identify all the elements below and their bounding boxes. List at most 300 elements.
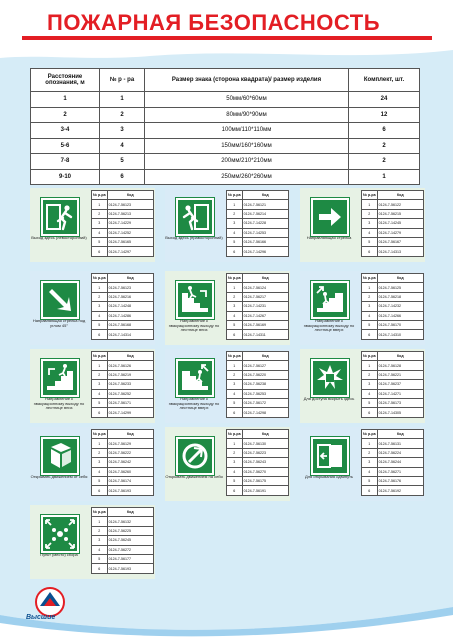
- code-table-header: [227, 191, 289, 200]
- code-size-cell: 6: [227, 408, 243, 417]
- code-value-cell: 0124-7-56130: [242, 439, 288, 448]
- code-value-cell: 0124-7-56173: [377, 398, 423, 407]
- code-size-cell: 3: [227, 302, 243, 311]
- size-table-row: [31, 123, 420, 139]
- code-row: [92, 292, 154, 301]
- sign-caption: Для открывания сдвинуть: [305, 474, 353, 479]
- code-size-cell: 2: [92, 209, 108, 218]
- code-row: [362, 439, 424, 448]
- code-size-cell: 6: [362, 486, 378, 495]
- code-row: [92, 536, 154, 545]
- code-size-cell: 1: [92, 439, 108, 448]
- code-row: [362, 330, 424, 339]
- distance-cell: 9-10: [31, 169, 100, 185]
- code-size-cell: 5: [92, 554, 108, 563]
- sign-caption: Направляющая стрелка под углом 45°: [32, 318, 86, 328]
- header-wave: [0, 46, 453, 64]
- code-value-cell: 0124-7-56166: [242, 237, 288, 246]
- code-size-cell: 3: [227, 380, 243, 389]
- arrow-right-icon: [311, 198, 349, 236]
- distance-cell: 2: [31, 107, 100, 123]
- code-value-cell: 0124-7-56219: [107, 370, 153, 379]
- code-table-header: [362, 352, 424, 361]
- title-underline: [22, 36, 432, 40]
- sign-caption: Направление к эвакуационному выходу по лестнице вверх: [168, 396, 220, 411]
- size-no-cell: 1: [100, 92, 145, 108]
- code-value-cell: 0124-7-56215: [377, 209, 423, 218]
- code-size-cell: 2: [362, 448, 378, 457]
- code-header-size: № р-ра: [362, 352, 378, 361]
- code-size-cell: 2: [362, 209, 378, 218]
- code-value-cell: 0124-7-14231: [242, 302, 288, 311]
- code-table: [91, 190, 154, 257]
- code-table-header: [92, 430, 154, 439]
- code-table: [361, 351, 424, 418]
- code-value-cell: 0124-7-14271: [377, 389, 423, 398]
- code-size-cell: 3: [92, 380, 108, 389]
- code-header-size: № р-ра: [362, 274, 378, 283]
- code-size-cell: 6: [227, 486, 243, 495]
- code-size-cell: 2: [227, 209, 243, 218]
- code-size-cell: 3: [92, 219, 108, 228]
- sign-card: [30, 505, 155, 579]
- brand-logo: [10, 584, 80, 628]
- code-header-code: Код: [107, 508, 153, 517]
- sign-card: [30, 271, 155, 345]
- code-table-header: [362, 274, 424, 283]
- code-header-code: Код: [242, 274, 288, 283]
- sign-caption: Открывать движением от себя: [30, 474, 88, 479]
- code-size-cell: 6: [362, 408, 378, 417]
- code-size-cell: 4: [92, 311, 108, 320]
- size-table-row: [31, 169, 420, 185]
- sign-size-cell: 150мм/160*160мм: [145, 138, 349, 154]
- code-header-code: Код: [242, 352, 288, 361]
- code-header-code: Код: [107, 430, 153, 439]
- exit-right-icon: [176, 198, 214, 236]
- code-value-cell: 0124-7-56121: [242, 200, 288, 209]
- code-value-cell: 0124-7-56165: [107, 237, 153, 246]
- code-value-cell: 0124-7-14297: [107, 247, 153, 256]
- code-row: [92, 209, 154, 218]
- size-table-header: [31, 69, 420, 92]
- code-value-cell: 0124-7-14314: [107, 330, 153, 339]
- sign-card: [30, 427, 155, 501]
- code-row: [362, 200, 424, 209]
- code-value-cell: 0124-7-56213: [107, 209, 153, 218]
- code-size-cell: 5: [92, 320, 108, 329]
- set-cell: 12: [349, 107, 420, 123]
- code-size-cell: 6: [362, 330, 378, 339]
- code-size-cell: 6: [92, 486, 108, 495]
- code-table-header: [362, 430, 424, 439]
- code-table: [91, 351, 154, 418]
- code-size-cell: 3: [227, 219, 243, 228]
- code-value-cell: 0124-7-56223: [242, 448, 288, 457]
- code-header-code: Код: [242, 430, 288, 439]
- code-value-cell: 0124-7-56225: [107, 526, 153, 535]
- sign-size-cell: 50мм/60*60мм: [145, 92, 349, 108]
- code-value-cell: 0124-7-14228: [242, 219, 288, 228]
- code-row: [92, 408, 154, 417]
- code-row: [227, 380, 289, 389]
- code-header-code: Код: [377, 352, 423, 361]
- code-value-cell: 0124-7-14267: [242, 311, 288, 320]
- code-size-cell: 4: [362, 228, 378, 237]
- code-size-cell: 2: [92, 370, 108, 379]
- sign-card: [30, 349, 155, 423]
- code-value-cell: 0124-7-56123: [107, 200, 153, 209]
- code-size-cell: 4: [362, 467, 378, 476]
- code-table-header: [227, 352, 289, 361]
- stairs-down-left-icon: [41, 359, 79, 397]
- assembly-point-icon: [41, 515, 79, 553]
- code-value-cell: 0124-7-56174: [107, 476, 153, 485]
- sign-caption: Направляющая стрелка: [306, 235, 352, 240]
- code-size-cell: 4: [227, 228, 243, 237]
- code-row: [227, 476, 289, 485]
- open-down-icon: [41, 437, 79, 475]
- code-value-cell: 0124-7-56169: [242, 320, 288, 329]
- code-size-cell: 2: [362, 370, 378, 379]
- distance-cell: 7-8: [31, 154, 100, 170]
- code-table: [91, 273, 154, 340]
- code-row: [362, 320, 424, 329]
- set-cell: 2: [349, 154, 420, 170]
- code-value-cell: 0124-7-56175: [242, 476, 288, 485]
- stairs-up-left-icon: [176, 359, 214, 397]
- sign-caption: Направление к эвакуационному выходу по лестнице вниз: [33, 396, 85, 411]
- sign-card: [165, 349, 290, 423]
- code-row: [227, 283, 289, 292]
- code-size-cell: 3: [362, 380, 378, 389]
- code-header-size: № р-ра: [362, 191, 378, 200]
- code-value-cell: 0124-7-56233: [107, 380, 153, 389]
- code-row: [227, 370, 289, 379]
- code-value-cell: 0124-7-56272: [107, 545, 153, 554]
- code-value-cell: 0124-7-56237: [377, 380, 423, 389]
- code-size-cell: 1: [227, 361, 243, 370]
- code-value-cell: 0124-7-56252: [107, 389, 153, 398]
- code-size-cell: 6: [227, 247, 243, 256]
- size-table-row: [31, 107, 420, 123]
- code-row: [92, 330, 154, 339]
- code-value-cell: 0124-7-56243: [242, 458, 288, 467]
- code-size-cell: 1: [92, 283, 108, 292]
- code-value-cell: 0124-7-56271: [377, 467, 423, 476]
- code-header-size: № р-ра: [227, 352, 243, 361]
- code-table-header: [92, 191, 154, 200]
- code-size-cell: 2: [362, 292, 378, 301]
- code-row: [362, 467, 424, 476]
- code-header-code: Код: [377, 430, 423, 439]
- code-header-code: Код: [107, 274, 153, 283]
- code-header-code: Код: [107, 352, 153, 361]
- code-row: [92, 476, 154, 485]
- code-table: [226, 273, 289, 340]
- code-size-cell: 5: [92, 398, 108, 407]
- code-value-cell: 0124-7-56221: [377, 370, 423, 379]
- code-value-cell: 0124-7-56172: [242, 398, 288, 407]
- code-row: [92, 545, 154, 554]
- sign-size-cell: 200мм/210*210мм: [145, 154, 349, 170]
- code-size-cell: 1: [92, 517, 108, 526]
- code-row: [92, 380, 154, 389]
- push-door-icon: [176, 437, 214, 475]
- code-size-cell: 4: [227, 467, 243, 476]
- code-size-cell: 1: [362, 200, 378, 209]
- code-row: [227, 237, 289, 246]
- code-row: [362, 398, 424, 407]
- code-row: [362, 283, 424, 292]
- code-value-cell: 0124-7-56123: [107, 283, 153, 292]
- code-size-cell: 3: [362, 219, 378, 228]
- code-size-cell: 5: [362, 320, 378, 329]
- code-header-size: № р-ра: [362, 430, 378, 439]
- sign-card: [300, 349, 425, 423]
- code-row: [227, 361, 289, 370]
- code-value-cell: 0124-7-14252: [107, 228, 153, 237]
- code-size-cell: 2: [227, 448, 243, 457]
- code-row: [92, 554, 154, 563]
- sign-caption: Для доступа вскрыть здесь: [303, 396, 355, 401]
- code-value-cell: 0124-7-56129: [107, 439, 153, 448]
- code-size-cell: 5: [227, 476, 243, 485]
- code-table: [226, 190, 289, 257]
- code-row: [92, 389, 154, 398]
- code-table-header: [362, 191, 424, 200]
- code-row: [227, 228, 289, 237]
- code-size-cell: 2: [92, 292, 108, 301]
- code-row: [227, 398, 289, 407]
- code-row: [362, 389, 424, 398]
- code-size-cell: 6: [227, 330, 243, 339]
- code-row: [92, 458, 154, 467]
- code-value-cell: 0124-7-56170: [377, 320, 423, 329]
- code-size-cell: 4: [92, 467, 108, 476]
- code-size-cell: 2: [227, 292, 243, 301]
- page-title: ПОЖАРНАЯ БЕЗОПАСНОСТЬ: [47, 10, 381, 35]
- distance-cell: 1: [31, 92, 100, 108]
- code-row: [92, 228, 154, 237]
- code-header-code: Код: [107, 191, 153, 200]
- code-size-cell: 4: [92, 228, 108, 237]
- set-cell: 24: [349, 92, 420, 108]
- code-table: [361, 429, 424, 496]
- size-no-cell: 6: [100, 169, 145, 185]
- sign-caption: Выход здесь (левосторонний): [31, 235, 87, 240]
- code-row: [227, 292, 289, 301]
- code-value-cell: 0124-7-56176: [377, 476, 423, 485]
- code-size-cell: 2: [92, 526, 108, 535]
- code-row: [227, 200, 289, 209]
- code-size-cell: 1: [92, 200, 108, 209]
- code-size-cell: 5: [227, 320, 243, 329]
- code-header-code: Код: [377, 191, 423, 200]
- code-row: [227, 219, 289, 228]
- code-row: [227, 209, 289, 218]
- code-header-code: Код: [377, 274, 423, 283]
- code-row: [92, 320, 154, 329]
- size-table-row: [31, 138, 420, 154]
- header-set: Комплект, шт.: [349, 69, 420, 92]
- size-table-row: [31, 92, 420, 108]
- code-size-cell: 1: [227, 439, 243, 448]
- sign-caption: Выход здесь (правосторонний): [165, 235, 223, 240]
- sign-size-cell: 100мм/110*110мм: [145, 123, 349, 139]
- sign-card: [300, 271, 425, 345]
- code-value-cell: 0124-7-14305: [377, 408, 423, 417]
- code-row: [362, 458, 424, 467]
- code-header-size: № р-ра: [227, 430, 243, 439]
- code-value-cell: 0124-7-14298: [242, 408, 288, 417]
- sign-card: [30, 188, 155, 262]
- sign-caption: Открывать движением на себя: [165, 474, 223, 479]
- code-value-cell: 0124-7-14245: [377, 219, 423, 228]
- code-row: [227, 458, 289, 467]
- code-size-cell: 3: [362, 302, 378, 311]
- code-size-cell: 6: [92, 564, 108, 573]
- code-row: [92, 398, 154, 407]
- code-value-cell: 0124-7-56260: [107, 467, 153, 476]
- code-row: [92, 448, 154, 457]
- code-row: [92, 526, 154, 535]
- code-row: [362, 448, 424, 457]
- code-size-cell: 1: [227, 200, 243, 209]
- code-value-cell: 0124-7-56193: [107, 486, 153, 495]
- code-value-cell: 0124-7-56217: [242, 292, 288, 301]
- code-row: [362, 311, 424, 320]
- code-row: [227, 486, 289, 495]
- code-table: [91, 429, 154, 496]
- exit-left-icon: [41, 198, 79, 236]
- code-value-cell: 0124-7-14296: [242, 247, 288, 256]
- code-value-cell: 0124-7-56127: [242, 361, 288, 370]
- code-header-size: № р-ра: [92, 191, 108, 200]
- code-row: [362, 476, 424, 485]
- sign-size-cell: 250мм/260*260мм: [145, 169, 349, 185]
- code-value-cell: 0124-7-56224: [377, 448, 423, 457]
- code-value-cell: 0124-7-56168: [107, 320, 153, 329]
- code-value-cell: 0124-7-56132: [107, 517, 153, 526]
- code-value-cell: 0124-7-56253: [242, 389, 288, 398]
- code-size-cell: 5: [362, 237, 378, 246]
- code-value-cell: 0124-7-14313: [377, 247, 423, 256]
- code-size-cell: 1: [227, 283, 243, 292]
- slide-door-icon: [311, 437, 349, 475]
- sign-card: [165, 271, 290, 345]
- code-value-cell: 0124-7-56125: [377, 283, 423, 292]
- code-row: [92, 486, 154, 495]
- size-no-cell: 4: [100, 138, 145, 154]
- sign-caption: Направление к эвакуационному выходу по лестнице вниз: [168, 318, 220, 333]
- code-value-cell: 0124-7-14299: [107, 408, 153, 417]
- code-size-cell: 5: [227, 398, 243, 407]
- code-row: [227, 302, 289, 311]
- code-size-cell: 4: [227, 389, 243, 398]
- code-table-header: [227, 274, 289, 283]
- code-header-size: № р-ра: [92, 352, 108, 361]
- code-value-cell: 0124-7-14266: [377, 311, 423, 320]
- code-row: [362, 247, 424, 256]
- code-value-cell: 0124-7-56193: [107, 564, 153, 573]
- code-size-cell: 4: [227, 311, 243, 320]
- code-value-cell: 0124-7-56242: [107, 458, 153, 467]
- sign-caption: Направление к эвакуационному выходу по лестнице вверх: [303, 318, 355, 333]
- code-value-cell: 0124-7-56222: [107, 448, 153, 457]
- code-value-cell: 0124-7-56238: [242, 380, 288, 389]
- code-size-cell: 3: [92, 458, 108, 467]
- code-row: [227, 389, 289, 398]
- code-size-cell: 6: [92, 330, 108, 339]
- code-value-cell: 0124-7-14286: [107, 311, 153, 320]
- code-size-cell: 5: [227, 237, 243, 246]
- code-row: [92, 564, 154, 573]
- code-value-cell: 0124-7-14248: [107, 302, 153, 311]
- code-header-size: № р-ра: [227, 274, 243, 283]
- code-table-header: [92, 352, 154, 361]
- code-size-cell: 5: [362, 476, 378, 485]
- brand-logo-text: Высшие: [26, 614, 56, 621]
- code-size-cell: 1: [362, 283, 378, 292]
- code-row: [92, 361, 154, 370]
- code-row: [362, 237, 424, 246]
- code-value-cell: 0124-7-14253: [242, 228, 288, 237]
- sign-size-cell: 80мм/90*90мм: [145, 107, 349, 123]
- code-row: [362, 209, 424, 218]
- code-value-cell: 0124-7-56216: [107, 292, 153, 301]
- code-value-cell: 0124-7-56124: [242, 283, 288, 292]
- code-header-size: № р-ра: [92, 508, 108, 517]
- code-value-cell: 0124-7-14232: [377, 302, 423, 311]
- sign-card: [300, 188, 425, 262]
- code-row: [92, 517, 154, 526]
- code-row: [92, 247, 154, 256]
- code-size-cell: 5: [362, 398, 378, 407]
- code-row: [362, 361, 424, 370]
- arrow-diagonal-icon: [41, 281, 79, 319]
- code-size-cell: 1: [362, 439, 378, 448]
- code-table: [226, 429, 289, 496]
- code-size-cell: 6: [362, 247, 378, 256]
- code-row: [362, 292, 424, 301]
- code-row: [227, 320, 289, 329]
- code-value-cell: 0124-7-56244: [377, 458, 423, 467]
- code-size-cell: 5: [92, 237, 108, 246]
- code-value-cell: 0124-7-56126: [107, 361, 153, 370]
- code-row: [227, 439, 289, 448]
- code-row: [227, 330, 289, 339]
- code-row: [227, 467, 289, 476]
- sign-card: [165, 188, 290, 262]
- code-row: [92, 370, 154, 379]
- code-value-cell: 0124-7-56177: [107, 554, 153, 563]
- code-table: [361, 190, 424, 257]
- code-size-cell: 4: [362, 311, 378, 320]
- code-table-header: [92, 508, 154, 517]
- code-row: [92, 302, 154, 311]
- code-row: [362, 408, 424, 417]
- distance-cell: 3-4: [31, 123, 100, 139]
- code-value-cell: 0124-7-56270: [242, 467, 288, 476]
- code-header-code: Код: [242, 191, 288, 200]
- code-value-cell: 0124-7-56214: [242, 209, 288, 218]
- code-size-cell: 2: [227, 370, 243, 379]
- code-value-cell: 0124-7-56192: [377, 486, 423, 495]
- header-distance: Расстояние опознания, м: [31, 69, 100, 92]
- code-table: [91, 507, 154, 574]
- code-value-cell: 0124-7-56131: [377, 439, 423, 448]
